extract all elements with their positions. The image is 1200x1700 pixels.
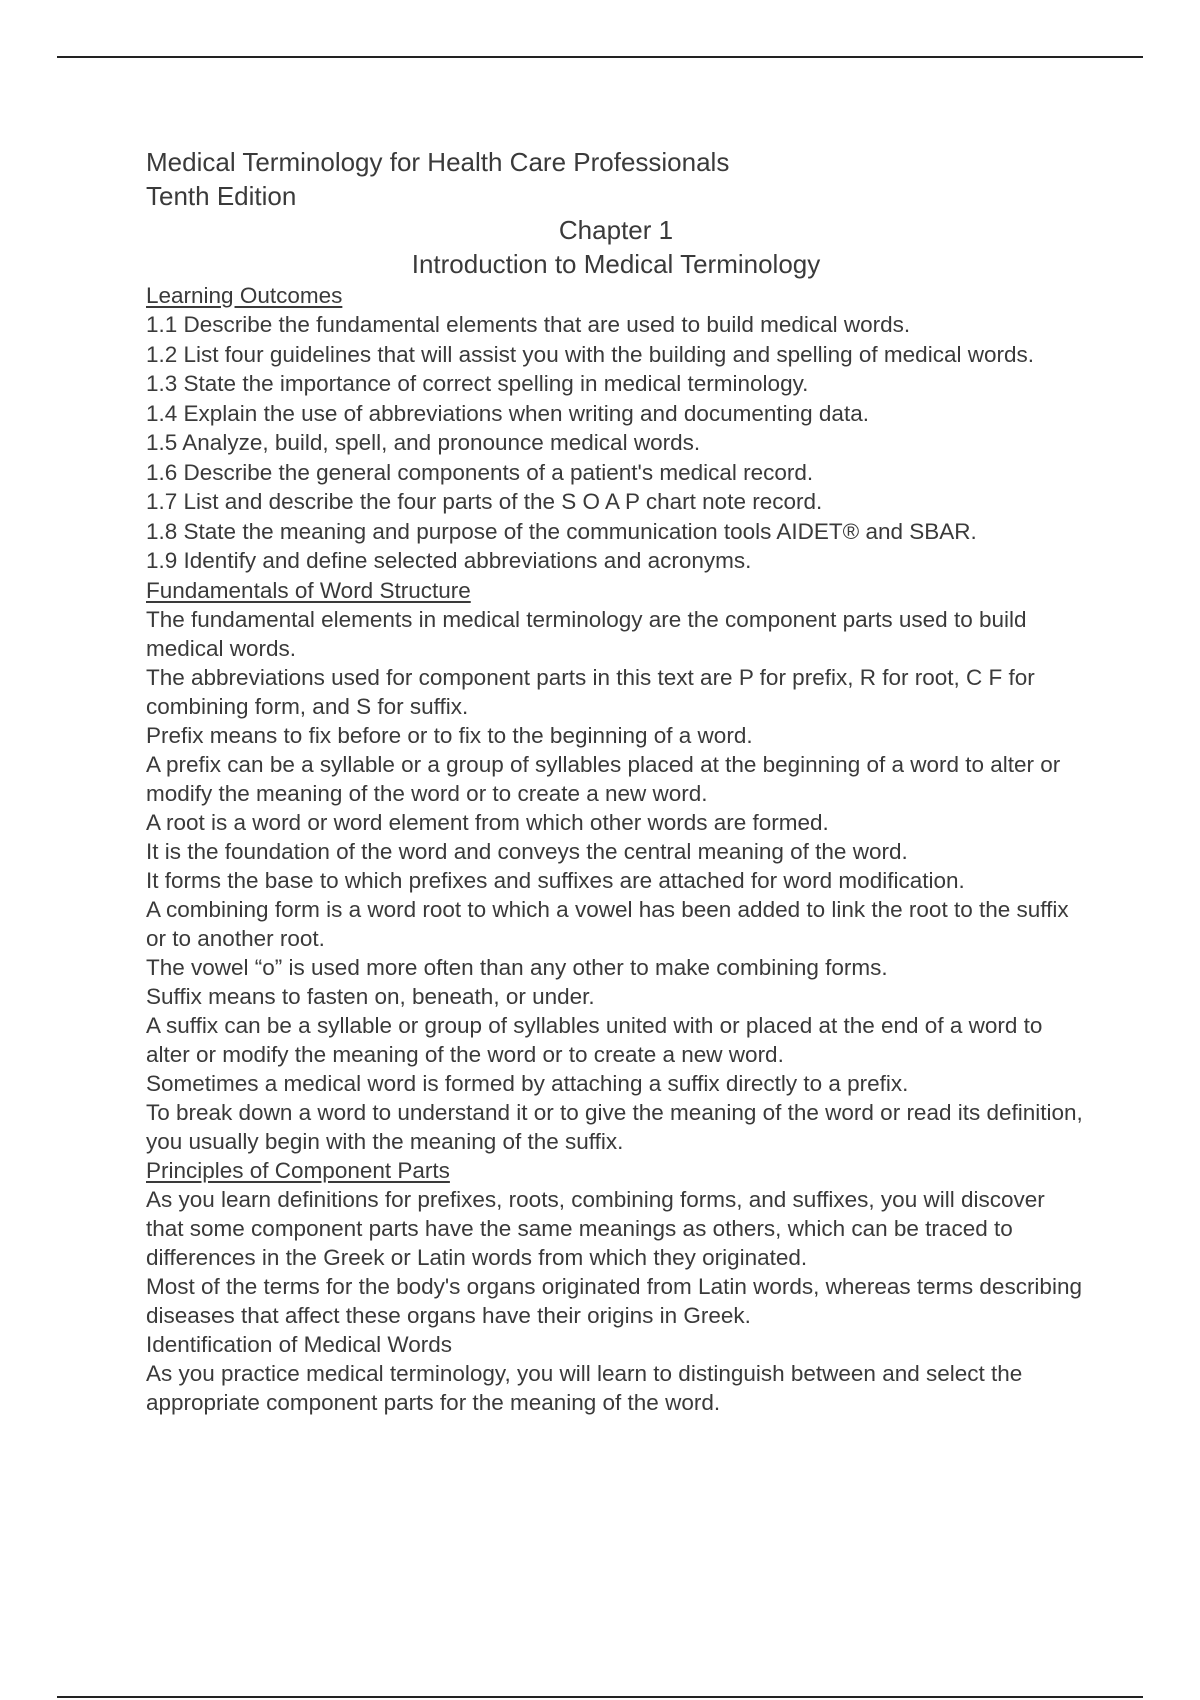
learning-outcome-item: 1.4 Explain the use of abbreviations when writing and documenting data. <box>146 400 869 426</box>
learning-outcomes-list <box>146 310 1086 576</box>
learning-outcome-item: 1.3 State the importance of correct spelling in medical terminology. <box>146 371 809 396</box>
learning-outcome-item: 1.9 Identify and define selected abbreviations and acronyms. <box>146 548 752 573</box>
paragraph: As you practice medical terminology, you will learn to distinguish between and select the appropriate component parts for the meaning of the word. <box>146 1360 1023 1415</box>
edition-label: Tenth Edition <box>146 181 297 211</box>
learning-outcomes-heading: Learning Outcomes <box>146 283 343 308</box>
paragraph: It is the foundation of the word and conveys the central meaning of the word. <box>146 838 908 864</box>
paragraph: The abbreviations used for component parts in this text are P for prefix, R for root, C F for combining form, and S for suffix. <box>146 664 1035 719</box>
paragraph: To break down a word to understand it or to give the meaning of the word or read its definition, you usually begin with the meaning of the suffix. <box>146 1099 1083 1154</box>
paragraph: Sometimes a medical word is formed by attaching a suffix directly to a prefix. <box>146 1070 909 1096</box>
bottom-rule <box>57 1696 1143 1698</box>
learning-outcomes-section <box>146 281 1086 576</box>
chapter-title: Introduction to Medical Terminology <box>411 249 821 279</box>
paragraph: The vowel “o” is used more often than any other to make combining forms. <box>146 954 888 980</box>
paragraph: A combining form is a word root to which a vowel has been added to link the root to the suffix or to another root. <box>146 896 1069 951</box>
identification-heading: Identification of Medical Words <box>146 1331 452 1357</box>
principles-section <box>146 1156 1086 1330</box>
learning-outcome-item: 1.8 State the meaning and purpose of the communication tools AIDET® and SBAR. <box>146 518 977 544</box>
fundamentals-section <box>146 576 1086 1156</box>
learning-outcome-item: 1.2 List four guidelines that will assist you with the building and spelling of medical words. <box>146 341 1034 367</box>
paragraph: A suffix can be a syllable or group of syllables united with or placed at the end of a word to alter or modify the meaning of the word or to create a new word. <box>146 1012 1043 1067</box>
paragraph: It forms the base to which prefixes and suffixes are attached for word modification. <box>146 867 965 893</box>
paragraph: Prefix means to fix before or to fix to the beginning of a word. <box>146 722 753 748</box>
paragraph: The fundamental elements in medical terminology are the component parts used to build medical words. <box>146 606 1027 661</box>
principles-heading: Principles of Component Parts <box>146 1157 450 1183</box>
learning-outcome-item: 1.7 List and describe the four parts of the S O A P chart note record. <box>146 489 823 514</box>
learning-outcome-item: 1.6 Describe the general components of a patient's medical record. <box>146 459 814 485</box>
book-title: Medical Terminology for Health Care Professionals <box>146 147 730 177</box>
paragraph: Suffix means to fasten on, beneath, or under. <box>146 983 595 1009</box>
fundamentals-heading: Fundamentals of Word Structure <box>146 577 471 603</box>
paragraph: A prefix can be a syllable or a group of syllables placed at the beginning of a word to alter or modify the meaning of the word or to create a new word. <box>146 751 1061 806</box>
paragraph: A root is a word or word element from which other words are formed. <box>146 809 829 835</box>
learning-outcome-item: 1.5 Analyze, build, spell, and pronounce medical words. <box>146 430 701 455</box>
top-rule <box>57 56 1143 58</box>
identification-section <box>146 1330 1086 1417</box>
chapter-number: Chapter 1 <box>558 215 674 245</box>
paragraph: Most of the terms for the body's organs originated from Latin words, whereas terms describing diseases that affect these organs have their origins in Greek. <box>146 1273 1082 1328</box>
paragraph: As you learn definitions for prefixes, roots, combining forms, and suffixes, you will discover that some component parts have the same meanings as others, which can be traced to differences in the Greek or Latin words from which they originated. <box>146 1186 1045 1270</box>
document-body <box>146 145 1086 1417</box>
learning-outcome-item: 1.1 Describe the fundamental elements that are used to build medical words. <box>146 312 911 337</box>
